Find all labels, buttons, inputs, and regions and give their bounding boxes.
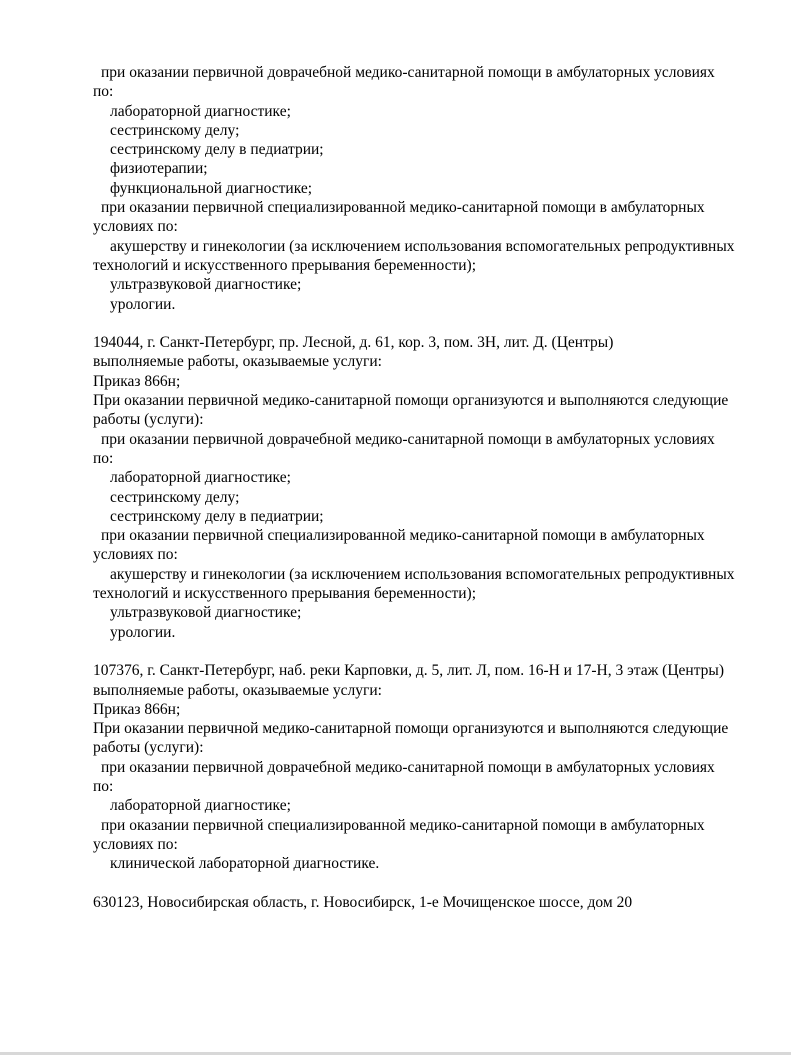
text-line: при оказании первичной специализированной медико-санитарной помощи в амбулаторных <box>101 199 705 217</box>
text-line: При оказании первичной медико-санитарной помощи организуются и выполняются следующие <box>93 392 729 410</box>
text-line: урологии. <box>110 623 176 641</box>
text-line: функциональной диагностике; <box>110 179 313 197</box>
text-line: условиях по: <box>93 218 178 236</box>
text-line: ультразвуковой диагностике; <box>110 276 302 294</box>
text-line: клинической лабораторной диагностике. <box>110 855 380 873</box>
text-line: работы (услуги): <box>93 739 204 757</box>
blank-line <box>93 642 758 661</box>
text-line: При оказании первичной медико-санитарной помощи организуются и выполняются следующие <box>93 720 729 738</box>
text-line: Приказ 866н; <box>93 700 181 718</box>
text-line: по: <box>93 83 114 101</box>
text-line: 107376, г. Санкт-Петербург, наб. реки Карповки, д. 5, лит. Л, пом. 16-Н и 17-Н, 3 этаж (Центры) <box>93 662 724 680</box>
text-line: по: <box>93 777 114 795</box>
text-line: акушерству и гинекологии (за исключением использования вспомогательных репродуктивных <box>110 565 735 583</box>
text-line: 630123, Новосибирская область, г. Новосибирск, 1-е Мочищенское шоссе, дом 20 <box>93 893 633 911</box>
text-line: работы (услуги): <box>93 411 204 429</box>
text-line: урологии. <box>110 295 176 313</box>
blank-line <box>93 873 758 892</box>
text-line: технологий и искусственного прерывания беременности); <box>93 585 477 603</box>
text-line: сестринскому делу в педиатрии; <box>110 507 324 525</box>
text-line: технологий и искусственного прерывания беременности); <box>93 256 477 274</box>
blank-line <box>93 314 758 333</box>
license-document-text <box>93 63 758 912</box>
text-line: ультразвуковой диагностике; <box>110 604 302 622</box>
text-line: сестринскому делу; <box>110 121 240 139</box>
text-line: условиях по: <box>93 546 178 564</box>
text-line: при оказании первичной доврачебной медико-санитарной помощи в амбулаторных условиях <box>101 758 715 776</box>
text-line: условиях по: <box>93 835 178 853</box>
text-line: лабораторной диагностике; <box>110 797 291 815</box>
text-line: Приказ 866н; <box>93 372 181 390</box>
text-line: при оказании первичной доврачебной медико-санитарной помощи в амбулаторных условиях <box>101 430 715 448</box>
text-line: лабораторной диагностике; <box>110 102 291 120</box>
text-line: акушерству и гинекологии (за исключением использования вспомогательных репродуктивных <box>110 237 735 255</box>
text-line: физиотерапии; <box>110 160 208 178</box>
text-line: при оказании первичной доврачебной медико-санитарной помощи в амбулаторных условиях <box>101 64 715 81</box>
text-line: выполняемые работы, оказываемые услуги: <box>93 353 382 371</box>
text-line: 194044, г. Санкт-Петербург, пр. Лесной, д. 61, кор. 3, пом. 3Н, лит. Д. (Центры) <box>93 334 614 352</box>
text-line: сестринскому делу; <box>110 488 240 506</box>
text-line: сестринскому делу в педиатрии; <box>110 141 324 159</box>
text-line: при оказании первичной специализированной медико-санитарной помощи в амбулаторных <box>101 527 705 545</box>
text-line: лабораторной диагностике; <box>110 469 291 487</box>
text-line: при оказании первичной специализированной медико-санитарной помощи в амбулаторных <box>101 816 705 834</box>
text-line: выполняемые работы, оказываемые услуги: <box>93 681 382 699</box>
text-line: по: <box>93 449 114 467</box>
